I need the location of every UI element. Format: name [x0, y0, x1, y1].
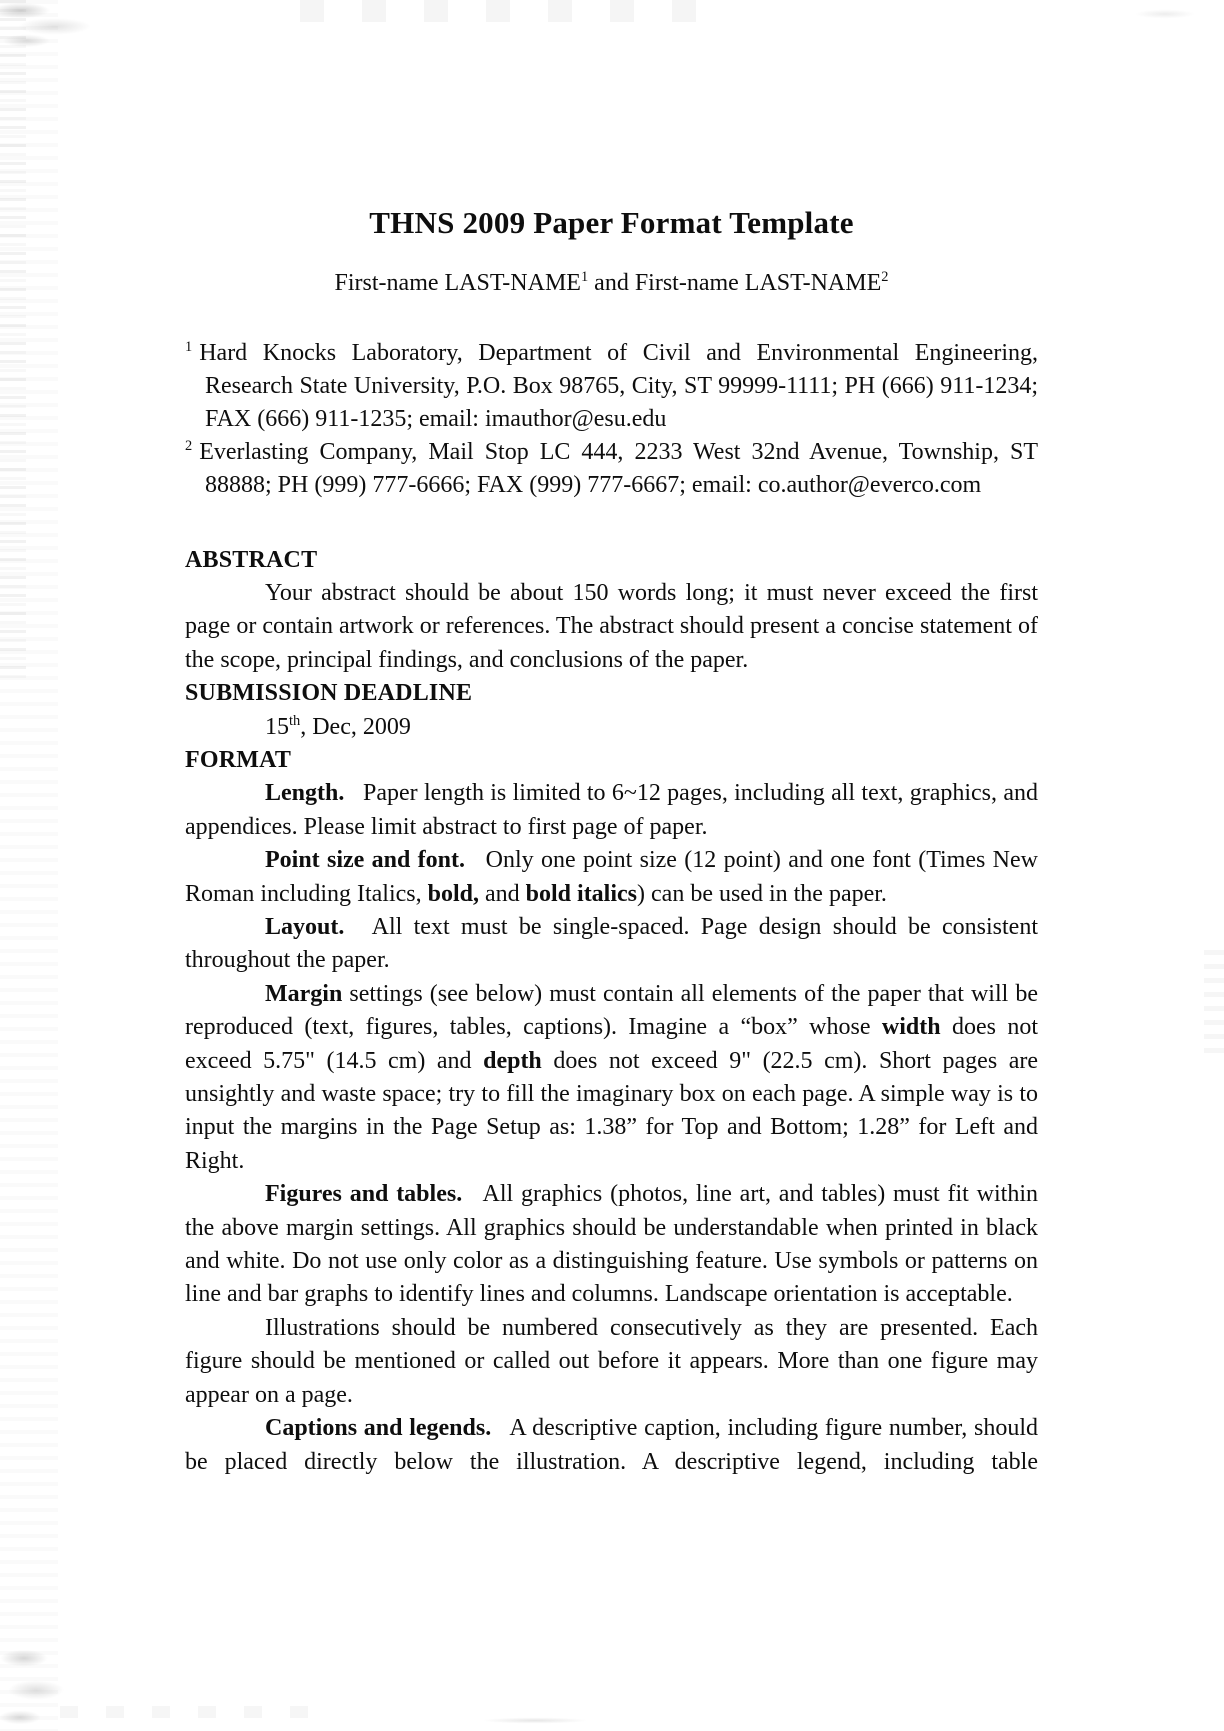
bold-text-segment: Layout.: [265, 914, 345, 940]
bold-text-segment: bold italics: [525, 880, 638, 907]
scan-artifact-left-haze: [0, 0, 58, 1731]
affiliations-block: [185, 337, 1038, 502]
bold-text-segment: Figures and tables.: [265, 1181, 463, 1208]
text-segment: does not exceed 5.75" (14.5 cm) and: [185, 1014, 1038, 1074]
paragraph-captions-and-legends: [185, 1412, 1038, 1479]
paper-title: THNS 2009 Paper Format Template: [369, 205, 854, 240]
superscript: 1: [580, 269, 589, 285]
scan-artifact-bottom-left: [0, 1640, 80, 1731]
bold-text-segment: bold,: [427, 880, 479, 907]
bold-text-segment: Length.: [265, 780, 345, 807]
format-heading: FORMAT: [185, 746, 292, 773]
abstract-heading: ABSTRACT: [185, 546, 318, 573]
paragraph-layout: [185, 911, 1038, 978]
submission-deadline-heading: SUBMISSION DEADLINE: [185, 680, 473, 707]
bold-text-segment: depth: [483, 1047, 542, 1074]
text-segment: settings (see below) must contain all elements of the paper that will be reproduced (text, figures, tables, captions). Imagine a “box” whose: [185, 980, 1038, 1041]
affiliation-1-text: Hard Knocks Laboratory, Department of Civil and Environmental Engineering, Research State University, P.O. Box 98765, City, ST 99999-1111; PH (666) 911-1234; FAX (666) 911-1235; email: imauthor@esu.edu: [199, 340, 1038, 432]
affiliation-1-marker: 1: [185, 339, 193, 355]
affiliation-2-marker: 2: [185, 437, 193, 454]
scan-artifact-bottom-dash: [60, 1706, 320, 1718]
paragraph-point-size-and-font: [185, 844, 1038, 911]
text-segment: Illustrations should be numbered consecutively as they are presented. Each figure should be mentioned or called out before it appears. More than one figure may appear on a page.: [185, 1314, 1038, 1408]
paragraph-figures-and-tables: [185, 1178, 1038, 1312]
text-segment: ) can be used in the paper.: [637, 880, 887, 907]
text-segment: All text must be single-spaced. Page design should be consistent throughout the paper.: [185, 914, 1038, 974]
text-segment: does not exceed 9" (22.5 cm). Short pages are unsightly and waste space; try to fill the imaginary box on each page. A simple way is to input the margins in the Page Setup as: 1.38” for Top and Bottom; 1.28” for Left and Right.: [185, 1047, 1038, 1174]
text-segment: and First-name LAST-NAME: [588, 270, 882, 296]
superscript: 2: [881, 269, 889, 285]
superscript: th: [289, 712, 301, 729]
affiliation-2: [185, 436, 1038, 502]
bold-text-segment: Point size and font.: [265, 847, 465, 874]
bold-text-segment: width: [881, 1014, 941, 1041]
abstract-body: Your abstract should be about 150 words long; it must never exceed the first page or contain artwork or references. The abstract should present a concise statement of the scope, principal findings, and conclusions of the paper.: [185, 579, 1038, 673]
text-segment: All graphics (photos, line art, and tables) must fit within the above margin settings. All graphics should be understandable when printed in black and white. Do not use only color as a distinguishing feature. Use symbols or patterns on line and bar graphs to identify lines and columns. Landscape orientation is acceptable.: [185, 1181, 1038, 1308]
author-line: [185, 267, 1038, 300]
text-segment: First-name LAST-NAME: [334, 270, 581, 296]
text-segment: Only one point size (12 point) and one font (Times New Roman including Italics,: [185, 847, 1038, 907]
text-segment: and: [479, 880, 526, 907]
paragraph-illustrations: [185, 1312, 1038, 1412]
scan-artifact-bottom-dash: [460, 1716, 610, 1725]
affiliation-1: [185, 337, 1038, 436]
bold-text-segment: Margin: [265, 980, 343, 1007]
scan-artifact-top-left: [0, 0, 94, 48]
paragraph-length: [185, 777, 1038, 844]
page-content: [185, 0, 1038, 1479]
submission-deadline-date: [185, 711, 1038, 744]
text-segment: Paper length is limited to 6~12 pages, including all text, graphics, and appendices. Please limit abstract to first page of paper.: [185, 780, 1038, 840]
scan-artifact-left-strip: [0, 0, 26, 680]
text-segment: , Dec, 2009: [300, 713, 411, 740]
scan-artifact-top-right: [1120, 6, 1210, 22]
scan-artifact-right-edge: [1204, 950, 1224, 1060]
bold-text-segment: Captions and legends.: [265, 1415, 492, 1442]
text-segment: A descriptive caption, including figure number, should be placed directly below the illustration. A descriptive legend, including table: [185, 1415, 1039, 1475]
paragraph-margin: [185, 978, 1038, 1178]
affiliation-2-text: Everlasting Company, Mail Stop LC 444, 2233 West 32nd Avenue, Township, ST 88888; PH (999) 777-6666; FAX (999) 777-6667; email: co.author@everco.com: [199, 438, 1038, 498]
text-segment: 15: [265, 713, 289, 740]
